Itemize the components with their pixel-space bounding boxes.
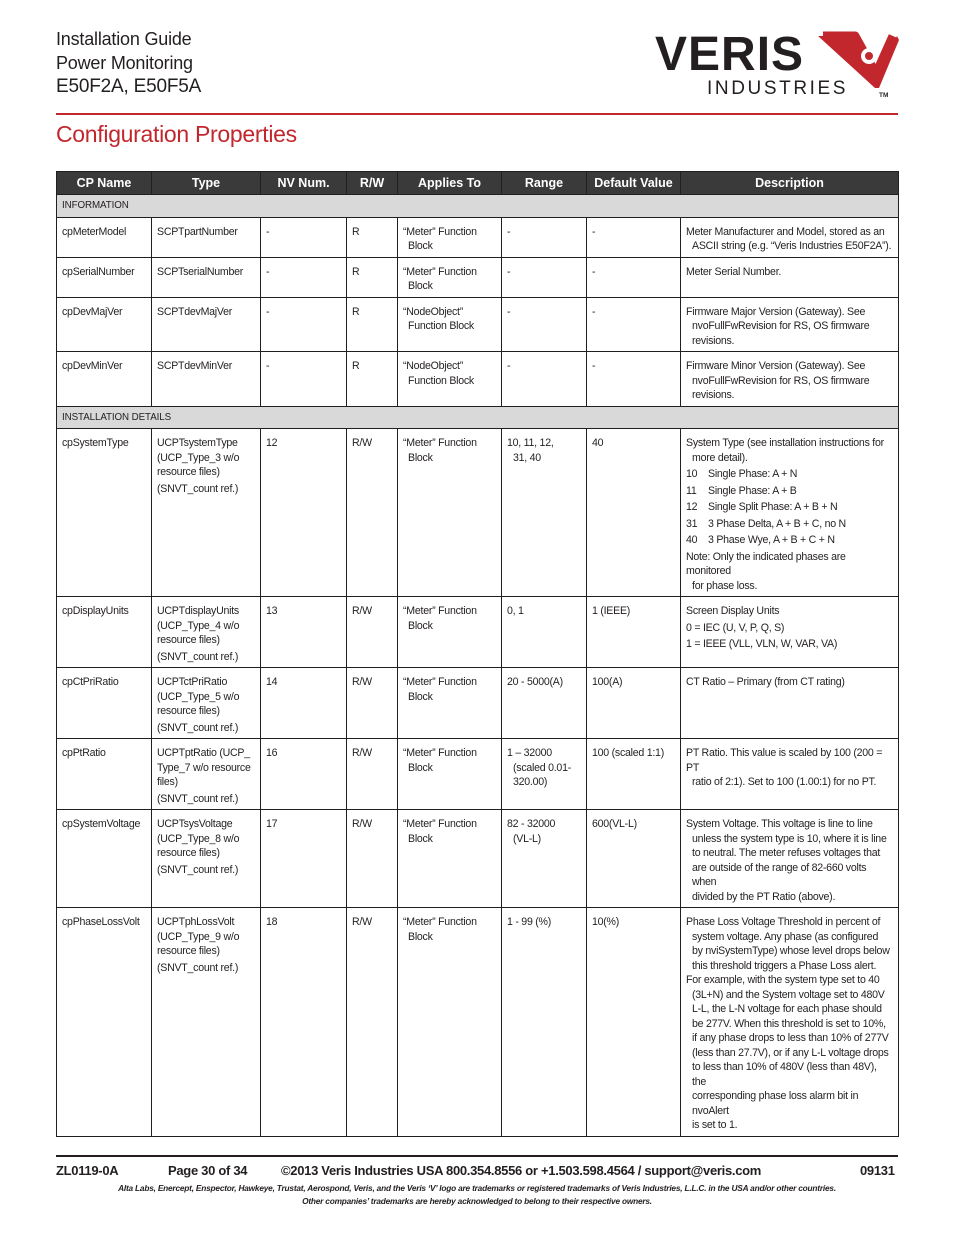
cell-line: ratio of 2:1). Set to 100 (1.00:1) for no PT. xyxy=(692,776,877,788)
footer-trademarks: Alta Labs, Enercept, Enspector, Hawkeye, Trustat, Aerospond, Veris, and the Veris ‘V’ logo are trademarks or registered trademarks of Veris Industries, L.L.C. in the USA and/or other countries. xyxy=(118,1183,836,1193)
cell-line: CT Ratio – Primary (from CT rating) xyxy=(686,676,845,688)
footer-code: 09131 xyxy=(860,1163,895,1178)
cell-line: 10, 11, 12, xyxy=(507,437,554,449)
section-label: INSTALLATION DETAILS xyxy=(57,406,899,429)
description-cell xyxy=(681,352,899,407)
table-cell: cpDisplayUnits xyxy=(57,597,152,668)
cell-line: SCPTpartNumber xyxy=(157,225,238,238)
option-code: 10 xyxy=(686,468,698,480)
table-cell: - xyxy=(261,217,347,257)
table-row xyxy=(57,668,899,739)
table-cell: - xyxy=(261,297,347,352)
table-row xyxy=(57,217,899,257)
cell-line: Firmware Major Version (Gateway). See xyxy=(686,305,866,318)
cell-line: 320.00) xyxy=(513,776,548,788)
table-row xyxy=(57,352,899,407)
option-label: Single Split Phase: A + B + N xyxy=(708,501,838,513)
applies-cell xyxy=(398,739,502,810)
description-cell xyxy=(681,597,899,668)
table-cell: cpDevMajVer xyxy=(57,297,152,352)
cell-line: 1 – 32000 xyxy=(507,747,552,759)
cell-line: divided by the PT Ratio (above). xyxy=(692,890,836,903)
cell-line: 1 = IEEE (VLL, VLN, W, VAR, VA) xyxy=(686,638,838,650)
cell-line: Block xyxy=(408,690,433,703)
system-type-option xyxy=(686,500,893,515)
range-cell xyxy=(502,739,587,810)
applies-cell xyxy=(398,257,502,297)
veris-logo xyxy=(655,28,900,103)
range-cell xyxy=(502,429,587,597)
cell-line: Block xyxy=(408,240,433,252)
applies-cell xyxy=(398,908,502,1137)
table-cell: R/W xyxy=(347,668,398,739)
range-cell xyxy=(502,297,587,352)
cell-line: resource files) xyxy=(157,705,220,717)
cell-line: UCPTsysVoltage xyxy=(157,818,233,830)
applies-cell xyxy=(398,352,502,407)
table-row xyxy=(57,429,899,597)
description-cell xyxy=(681,429,899,597)
cell-line: Firmware Minor Version (Gateway). See xyxy=(686,360,866,372)
type-cell xyxy=(152,597,261,668)
table-cell: R xyxy=(347,297,398,352)
cell-line: this threshold triggers a Phase Loss alert. xyxy=(692,959,877,972)
footer-contact: ©2013 Veris Industries USA 800.354.8556 or +1.503.598.4564 / support@veris.com xyxy=(281,1163,762,1178)
table-cell: cpCtPriRatio xyxy=(57,668,152,739)
cell-line: Screen Display Units xyxy=(686,605,780,617)
table-cell: R/W xyxy=(347,597,398,668)
option-code: 11 xyxy=(686,484,697,497)
applies-cell xyxy=(398,668,502,739)
cell-line: (UCP_Type_3 w/o xyxy=(157,451,240,464)
table-cell: 40 xyxy=(587,429,681,597)
range-cell xyxy=(502,352,587,407)
cell-line: (SNVT_count ref.) xyxy=(157,792,239,805)
cell-line: (SNVT_count ref.) xyxy=(157,721,239,734)
description-cell xyxy=(681,739,899,810)
description-cell xyxy=(681,257,899,297)
system-type-option xyxy=(686,484,893,499)
table-cell: 14 xyxy=(261,668,347,739)
table-row xyxy=(57,810,899,908)
logo-tm: TM xyxy=(879,92,889,99)
cell-line: Note: Only the indicated phases are monitored xyxy=(686,550,846,577)
cell-line: revisions. xyxy=(692,389,735,401)
description-cell xyxy=(681,297,899,352)
cell-line: 0 = IEC (U, V, P, Q, S) xyxy=(686,621,785,634)
type-cell xyxy=(152,352,261,407)
logo-text: VERIS xyxy=(655,28,805,81)
cell-line: (SNVT_count ref.) xyxy=(157,961,239,974)
cell-line: “Meter” Function xyxy=(403,265,477,278)
cell-line: “Meter” Function xyxy=(403,818,477,830)
cell-line: 31, 40 xyxy=(513,451,541,464)
table-cell: 12 xyxy=(261,429,347,597)
table-cell: cpPtRatio xyxy=(57,739,152,810)
table-cell: 17 xyxy=(261,810,347,908)
column-header: NV Num. xyxy=(261,172,347,195)
cell-line: revisions. xyxy=(692,334,735,347)
footer-doc-id: ZL0119-0A xyxy=(56,1163,119,1178)
system-type-option xyxy=(686,467,893,482)
cell-line: “Meter” Function xyxy=(403,225,477,238)
cell-line: 0, 1 xyxy=(507,605,524,617)
header-line-product: Power Monitoring xyxy=(56,53,193,73)
cell-line: UCPTsystemType xyxy=(157,437,238,449)
cell-line: Block xyxy=(408,619,433,632)
cell-line: SCPTserialNumber xyxy=(157,265,244,278)
cell-line: UCPTptRatio (UCP_ xyxy=(157,747,250,759)
table-cell: R xyxy=(347,217,398,257)
table-cell: 600(VL-L) xyxy=(587,810,681,908)
table-section-row xyxy=(57,195,899,218)
range-cell xyxy=(502,908,587,1137)
cell-line: - xyxy=(507,225,511,238)
description-cell xyxy=(681,668,899,739)
cell-line: system voltage. Any phase (as configured xyxy=(692,930,879,943)
cell-line: For example, with the system type set to 40 xyxy=(686,974,880,986)
cell-line: 82 - 32000 xyxy=(507,818,556,830)
cell-line: to less than 10% of 480V (less than 48V), the xyxy=(692,1061,877,1088)
option-label: Single Phase: A + B xyxy=(708,484,797,497)
cell-line: corresponding phase loss alarm bit in nvoAlert xyxy=(692,1090,859,1117)
cell-line: Function Block xyxy=(408,374,474,387)
cell-line: (SNVT_count ref.) xyxy=(157,482,239,495)
table-section-row xyxy=(57,406,899,429)
cell-line: Block xyxy=(408,832,433,845)
table-cell: R xyxy=(347,257,398,297)
cell-line: (UCP_Type_9 w/o xyxy=(157,930,240,943)
cell-line: ASCII string (e.g. “Veris Industries E50F2A”). xyxy=(692,240,892,252)
type-cell xyxy=(152,668,261,739)
range-cell xyxy=(502,668,587,739)
table-row xyxy=(57,297,899,352)
document-header-title xyxy=(56,27,201,99)
header-rule xyxy=(56,113,898,115)
cell-line: (UCP_Type_5 w/o xyxy=(157,690,240,703)
option-label: 3 Phase Delta, A + B + C, no N xyxy=(708,517,846,530)
cell-line: by nviSystemType) whose level drops below xyxy=(692,945,890,957)
cell-line: SCPTdevMajVer xyxy=(157,305,233,318)
cell-line: resource files) xyxy=(157,466,220,478)
footer-trademarks-other: Other companies’ trademarks are hereby acknowledged to belong to their respective owners. xyxy=(302,1196,652,1206)
table-row xyxy=(57,739,899,810)
cell-line: Function Block xyxy=(408,320,474,332)
type-cell xyxy=(152,908,261,1137)
applies-cell xyxy=(398,597,502,668)
cell-line: (SNVT_count ref.) xyxy=(157,863,239,876)
cell-line: “NodeObject” xyxy=(403,360,463,372)
range-cell xyxy=(502,257,587,297)
table-cell: cpSystemVoltage xyxy=(57,810,152,908)
table-row xyxy=(57,908,899,1137)
cell-line: (UCP_Type_4 w/o xyxy=(157,619,240,632)
cell-line: “Meter” Function xyxy=(403,747,477,759)
cell-line: to neutral. The meter refuses voltages that xyxy=(692,847,881,859)
description-cell xyxy=(681,908,899,1137)
cell-line: unless the system type is 10, where it is line xyxy=(692,832,887,845)
cell-line: for phase loss. xyxy=(692,579,758,592)
cell-line: files) xyxy=(157,776,178,788)
cell-line: nvoFullFwRevision for RS, OS firmware xyxy=(692,374,870,387)
table-cell: 13 xyxy=(261,597,347,668)
cell-line: UCPTdisplayUnits xyxy=(157,605,239,617)
table-cell: - xyxy=(261,257,347,297)
cell-line: PT Ratio. This value is scaled by 100 (200 = PT xyxy=(686,747,883,774)
table-cell: 10(%) xyxy=(587,908,681,1137)
cell-line: - xyxy=(507,305,511,318)
applies-cell xyxy=(398,217,502,257)
system-type-option xyxy=(686,533,893,548)
type-cell xyxy=(152,217,261,257)
cell-line: “Meter” Function xyxy=(403,605,477,617)
cell-line: Block xyxy=(408,761,433,774)
cell-line: be 277V. When this threshold is set to 10%, xyxy=(692,1017,886,1030)
cell-line: Block xyxy=(408,451,433,464)
header-line-guide: Installation Guide xyxy=(56,29,192,49)
cell-line: - xyxy=(507,360,511,372)
table-cell: 100 (scaled 1:1) xyxy=(587,739,681,810)
header-line-model: E50F2A, E50F5A xyxy=(56,76,202,97)
table-cell: cpSystemType xyxy=(57,429,152,597)
cell-line: (SNVT_count ref.) xyxy=(157,650,239,663)
column-header: Description xyxy=(681,172,899,195)
table-cell: cpSerialNumber xyxy=(57,257,152,297)
cell-line: Type_7 w/o resource xyxy=(157,761,251,774)
table-cell: R/W xyxy=(347,429,398,597)
description-cell xyxy=(681,217,899,257)
type-cell xyxy=(152,429,261,597)
footer-rule xyxy=(56,1155,898,1157)
table-cell: - xyxy=(587,297,681,352)
option-code: 40 xyxy=(686,534,698,546)
table-cell: - xyxy=(587,217,681,257)
cell-line: - xyxy=(507,265,511,278)
column-header: Range xyxy=(502,172,587,195)
range-cell xyxy=(502,597,587,668)
table-cell: cpPhaseLossVolt xyxy=(57,908,152,1137)
description-cell xyxy=(681,810,899,908)
cell-line: (VL-L) xyxy=(513,832,541,845)
cell-line: more detail). xyxy=(692,451,748,464)
cell-line: Phase Loss Voltage Threshold in percent of xyxy=(686,916,881,928)
table-row xyxy=(57,257,899,297)
table-cell: R/W xyxy=(347,739,398,810)
option-label: Single Phase: A + N xyxy=(708,468,798,480)
cell-line: (scaled 0.01- xyxy=(513,761,571,774)
cell-line: “Meter” Function xyxy=(403,916,477,928)
table-cell: R/W xyxy=(347,908,398,1137)
type-cell xyxy=(152,297,261,352)
applies-cell xyxy=(398,429,502,597)
cell-line: L-L, the L-N voltage for each phase should xyxy=(692,1003,882,1015)
table-cell: - xyxy=(587,257,681,297)
range-cell xyxy=(502,217,587,257)
table-cell: R/W xyxy=(347,810,398,908)
column-header: R/W xyxy=(347,172,398,195)
table-cell: 18 xyxy=(261,908,347,1137)
type-cell xyxy=(152,257,261,297)
table-cell: 1 (IEEE) xyxy=(587,597,681,668)
table-cell: R xyxy=(347,352,398,407)
cell-line: Block xyxy=(408,280,433,292)
column-header: Applies To xyxy=(398,172,502,195)
system-type-option xyxy=(686,517,893,532)
cell-line: (3L+N) and the System voltage set to 480V xyxy=(692,988,885,1001)
table-cell: 16 xyxy=(261,739,347,810)
table-cell: cpDevMinVer xyxy=(57,352,152,407)
option-code: 31 xyxy=(686,517,698,530)
table-cell: - xyxy=(587,352,681,407)
cell-line: nvoFullFwRevision for RS, OS firmware xyxy=(692,320,870,332)
cell-line: UCPTphLossVolt xyxy=(157,916,235,928)
cell-line: 20 - 5000(A) xyxy=(507,676,563,688)
cell-line: resource files) xyxy=(157,634,220,646)
cell-line: (less than 27.7V), or if any L-L voltage drops xyxy=(692,1046,889,1059)
section-label: INFORMATION xyxy=(57,195,899,218)
column-header: CP Name xyxy=(57,172,152,195)
table-header xyxy=(57,172,899,195)
column-header: Default Value xyxy=(587,172,681,195)
cell-line: SCPTdevMinVer xyxy=(157,360,233,372)
cell-line: “NodeObject” xyxy=(403,305,463,318)
cell-line: UCPTctPriRatio xyxy=(157,676,228,688)
applies-cell xyxy=(398,297,502,352)
configuration-properties-table xyxy=(56,171,899,1137)
table-row xyxy=(57,597,899,668)
cell-line: is set to 1. xyxy=(692,1119,738,1131)
cell-line: if any phase drops to less than 10% of 277V xyxy=(692,1032,889,1044)
cell-line: resource files) xyxy=(157,847,220,859)
option-label: 3 Phase Wye, A + B + C + N xyxy=(708,534,835,546)
logo-subtext: INDUSTRIES xyxy=(707,78,849,99)
cell-line: “Meter” Function xyxy=(403,676,477,688)
footer-page-number: Page 30 of 34 xyxy=(168,1163,248,1178)
cell-line: 1 - 99 (%) xyxy=(507,916,552,928)
cell-line: (UCP_Type_8 w/o xyxy=(157,832,240,845)
range-cell xyxy=(502,810,587,908)
cell-line: resource files) xyxy=(157,945,220,957)
cell-line: Meter Manufacturer and Model, stored as an xyxy=(686,225,885,238)
cell-line: System Voltage. This voltage is line to line xyxy=(686,818,873,830)
type-cell xyxy=(152,739,261,810)
cell-line: Block xyxy=(408,930,433,943)
table-cell: - xyxy=(261,352,347,407)
cell-line: are outside of the range of 82-660 volts when xyxy=(692,861,867,888)
column-header: Type xyxy=(152,172,261,195)
table-cell: 100(A) xyxy=(587,668,681,739)
cell-line: “Meter” Function xyxy=(403,437,477,449)
cell-line: System Type (see installation instructions for xyxy=(686,437,884,449)
cell-line: Meter Serial Number. xyxy=(686,265,782,278)
table-cell: cpMeterModel xyxy=(57,217,152,257)
section-title: Configuration Properties xyxy=(56,121,297,147)
type-cell xyxy=(152,810,261,908)
applies-cell xyxy=(398,810,502,908)
option-code: 12 xyxy=(686,501,698,513)
